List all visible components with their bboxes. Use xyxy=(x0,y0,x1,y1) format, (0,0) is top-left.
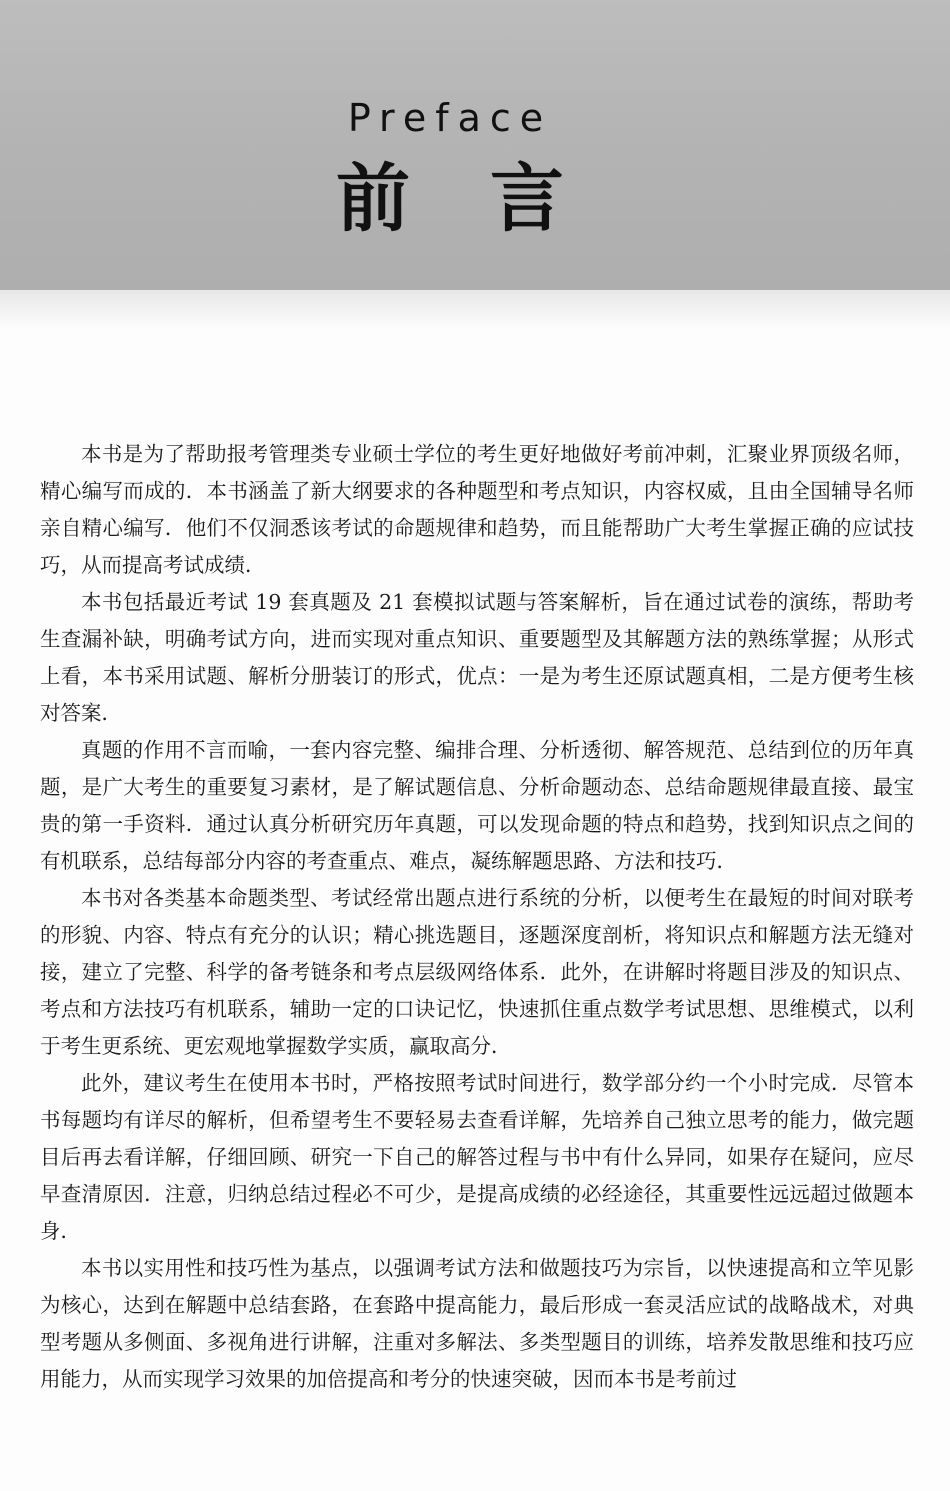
header-band xyxy=(0,0,950,290)
paragraph-1: 本书是为了帮助报考管理类专业硕士学位的考生更好地做好考前冲刺，汇聚业界顶级名师，精心编写而成的．本书涵盖了新大纲要求的各种题型和考点知识，内容权威，且由全国辅导名师亲自精心编写．他们不仅洞悉该考试的命题规律和趋势，而且能帮助广大考生掌握正确的应试技巧，从而提高考试成绩． xyxy=(40,442,914,577)
title-english: Preface xyxy=(347,96,553,140)
paragraph-5: 此外，建议考生在使用本书时，严格按照考试时间进行，数学部分约一个小时完成．尽管本书每题均有详尽的解析，但希望考生不要轻易去查看详解，先培养自己独立思考的能力，做完题目后再去看详解，仔细回顾、研究一下自己的解答过程与书中有什么异同，如果存在疑问，应尽早查清原因．注意，归纳总结过程必不可少，是提高成绩的必经途径，其重要性远远超过做题本身． xyxy=(40,1071,914,1243)
paragraph-6: 本书以实用性和技巧性为基点，以强调考试方法和做题技巧为宗旨，以快速提高和立竿见影为核心，达到在解题中总结套路，在套路中提高能力，最后形成一套灵活应试的战略战术，对典型考题从多侧面、多视角进行讲解，注重对多解法、多类型题目的训练，培养发散思维和技巧应用能力，从而实现学习效果的加倍提高和考分的快速突破，因而本书是考前过 xyxy=(40,1256,914,1391)
title-chinese: 前言 xyxy=(336,156,644,242)
preface-body xyxy=(40,436,914,1398)
paragraph-3: 真题的作用不言而喻，一套内容完整、编排合理、分析透彻、解答规范、总结到位的历年真题，是广大考生的重要复习素材，是了解试题信息、分析命题动态、总结命题规律最直接、最宝贵的第一手资料．通过认真分析研究历年真题，可以发现命题的特点和趋势，找到知识点之间的有机联系，总结每部分内容的考查重点、难点，凝练解题思路、方法和技巧． xyxy=(40,738,914,873)
header-fade xyxy=(0,290,950,330)
paragraph-4: 本书对各类基本命题类型、考试经常出题点进行系统的分析，以便考生在最短的时间对联考的形貌、内容、特点有充分的认识；精心挑选题目，逐题深度剖析，将知识点和解题方法无缝对接，建立了完整、科学的备考链条和考点层级网络体系．此外，在讲解时将题目涉及的知识点、考点和方法技巧有机联系，辅助一定的口诀记忆，快速抓住重点数学考试思想、思维模式，以利于考生更系统、更宏观地掌握数学实质，赢取高分． xyxy=(40,886,914,1058)
paragraph-2: 本书包括最近考试 19 套真题及 21 套模拟试题与答案解析，旨在通过试卷的演练，帮助考生查漏补缺，明确考试方向，进而实现对重点知识、重要题型及其解题方法的熟练掌握；从形式上看，本书采用试题、解析分册装订的形式，优点：一是为考生还原试题真相，二是方便考生核对答案． xyxy=(40,590,914,725)
